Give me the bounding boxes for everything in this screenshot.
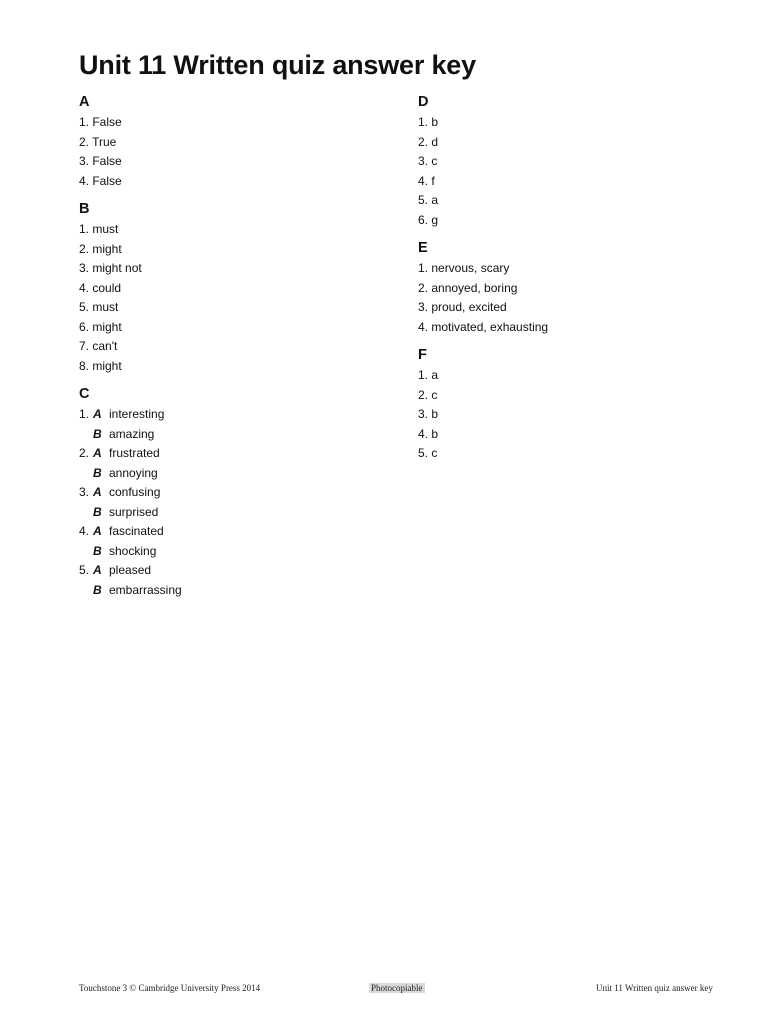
answer-item: 3. b — [418, 407, 439, 421]
option-b-answer: surprised — [109, 504, 159, 519]
option-a-answer: fascinated — [109, 524, 164, 538]
item-number: 1. — [79, 407, 90, 421]
answer-item — [79, 464, 379, 484]
answer-item: 4. b — [418, 426, 439, 441]
answer-item: 4. False — [79, 173, 122, 188]
option-label-a: A — [93, 563, 102, 577]
answer-item: 4. f — [418, 173, 435, 188]
footer-photocopiable: Photocopiable — [371, 983, 423, 993]
option-b-answer: annoying — [109, 465, 158, 480]
section-c — [79, 384, 379, 600]
left-column — [79, 92, 379, 602]
answer-item: 8. might — [79, 358, 122, 373]
item-number: 2. — [79, 446, 90, 460]
section-heading: B — [79, 201, 90, 217]
option-b-answer: amazing — [109, 426, 155, 441]
section-a — [79, 92, 379, 191]
answer-item: 6. g — [418, 212, 439, 227]
answer-item: 4. motivated, exhausting — [418, 319, 549, 334]
item-number: 5. — [79, 563, 90, 577]
option-label-a: A — [93, 485, 102, 499]
answer-item — [79, 561, 379, 581]
option-b-answer: shocking — [109, 543, 157, 558]
answer-item: 2. c — [418, 387, 438, 402]
page-title: Unit 11 Written quiz answer key — [79, 50, 476, 80]
section-d — [418, 92, 718, 230]
section-f — [418, 345, 718, 464]
option-a-answer: pleased — [109, 563, 152, 577]
section-heading: C — [79, 386, 90, 402]
option-b-answer: embarrassing — [109, 582, 182, 597]
answer-item: 1. nervous, scary — [418, 261, 510, 275]
answer-item — [79, 542, 379, 562]
answer-item: 5. must — [79, 300, 119, 314]
answer-item: 3. False — [79, 154, 122, 168]
answer-item — [79, 425, 379, 445]
answer-item: 5. a — [418, 193, 439, 207]
option-a-answer: interesting — [109, 407, 165, 421]
answer-item — [79, 503, 379, 523]
answer-item: 1. b — [418, 115, 439, 129]
option-label-b: B — [93, 543, 102, 558]
section-b — [79, 199, 379, 376]
section-heading: F — [418, 347, 427, 363]
answer-item — [79, 405, 379, 425]
answer-item: 2. d — [418, 134, 439, 149]
option-label-b: B — [93, 582, 102, 597]
answer-item: 6. might — [79, 319, 122, 334]
answer-item: 3. c — [418, 154, 438, 168]
section-e — [418, 238, 718, 337]
answer-item — [79, 522, 379, 542]
option-a-answer: confusing — [109, 485, 161, 499]
section-heading: A — [79, 94, 90, 110]
answer-item: 2. annoyed, boring — [418, 280, 518, 295]
option-label-b: B — [93, 504, 102, 519]
answer-item — [79, 581, 379, 601]
section-heading: D — [418, 94, 429, 110]
answer-item: 1. a — [418, 368, 439, 382]
answer-item: 2. True — [79, 134, 117, 149]
answer-item — [79, 444, 379, 464]
option-label-b: B — [93, 465, 102, 480]
option-a-answer: frustrated — [109, 446, 160, 460]
answer-item — [79, 483, 379, 503]
footer-copyright: Touchstone 3 © Cambridge University Press 2014 — [79, 983, 261, 993]
answer-item: 1. False — [79, 115, 122, 129]
option-label-a: A — [93, 524, 102, 538]
footer-doc-title: Unit 11 Written quiz answer key — [596, 983, 713, 993]
answer-item: 3. proud, excited — [418, 300, 507, 314]
answer-item: 1. must — [79, 222, 119, 236]
answer-item: 7. can't — [79, 339, 118, 353]
right-column — [418, 92, 718, 466]
item-number: 3. — [79, 485, 90, 499]
answer-item: 3. might not — [79, 261, 142, 275]
answer-item: 5. c — [418, 446, 438, 460]
section-heading: E — [418, 240, 428, 256]
item-number: 4. — [79, 524, 90, 538]
option-label-a: A — [93, 446, 102, 460]
option-label-a: A — [93, 407, 102, 421]
answer-item: 2. might — [79, 241, 122, 256]
answer-item: 4. could — [79, 280, 122, 295]
option-label-b: B — [93, 426, 102, 441]
